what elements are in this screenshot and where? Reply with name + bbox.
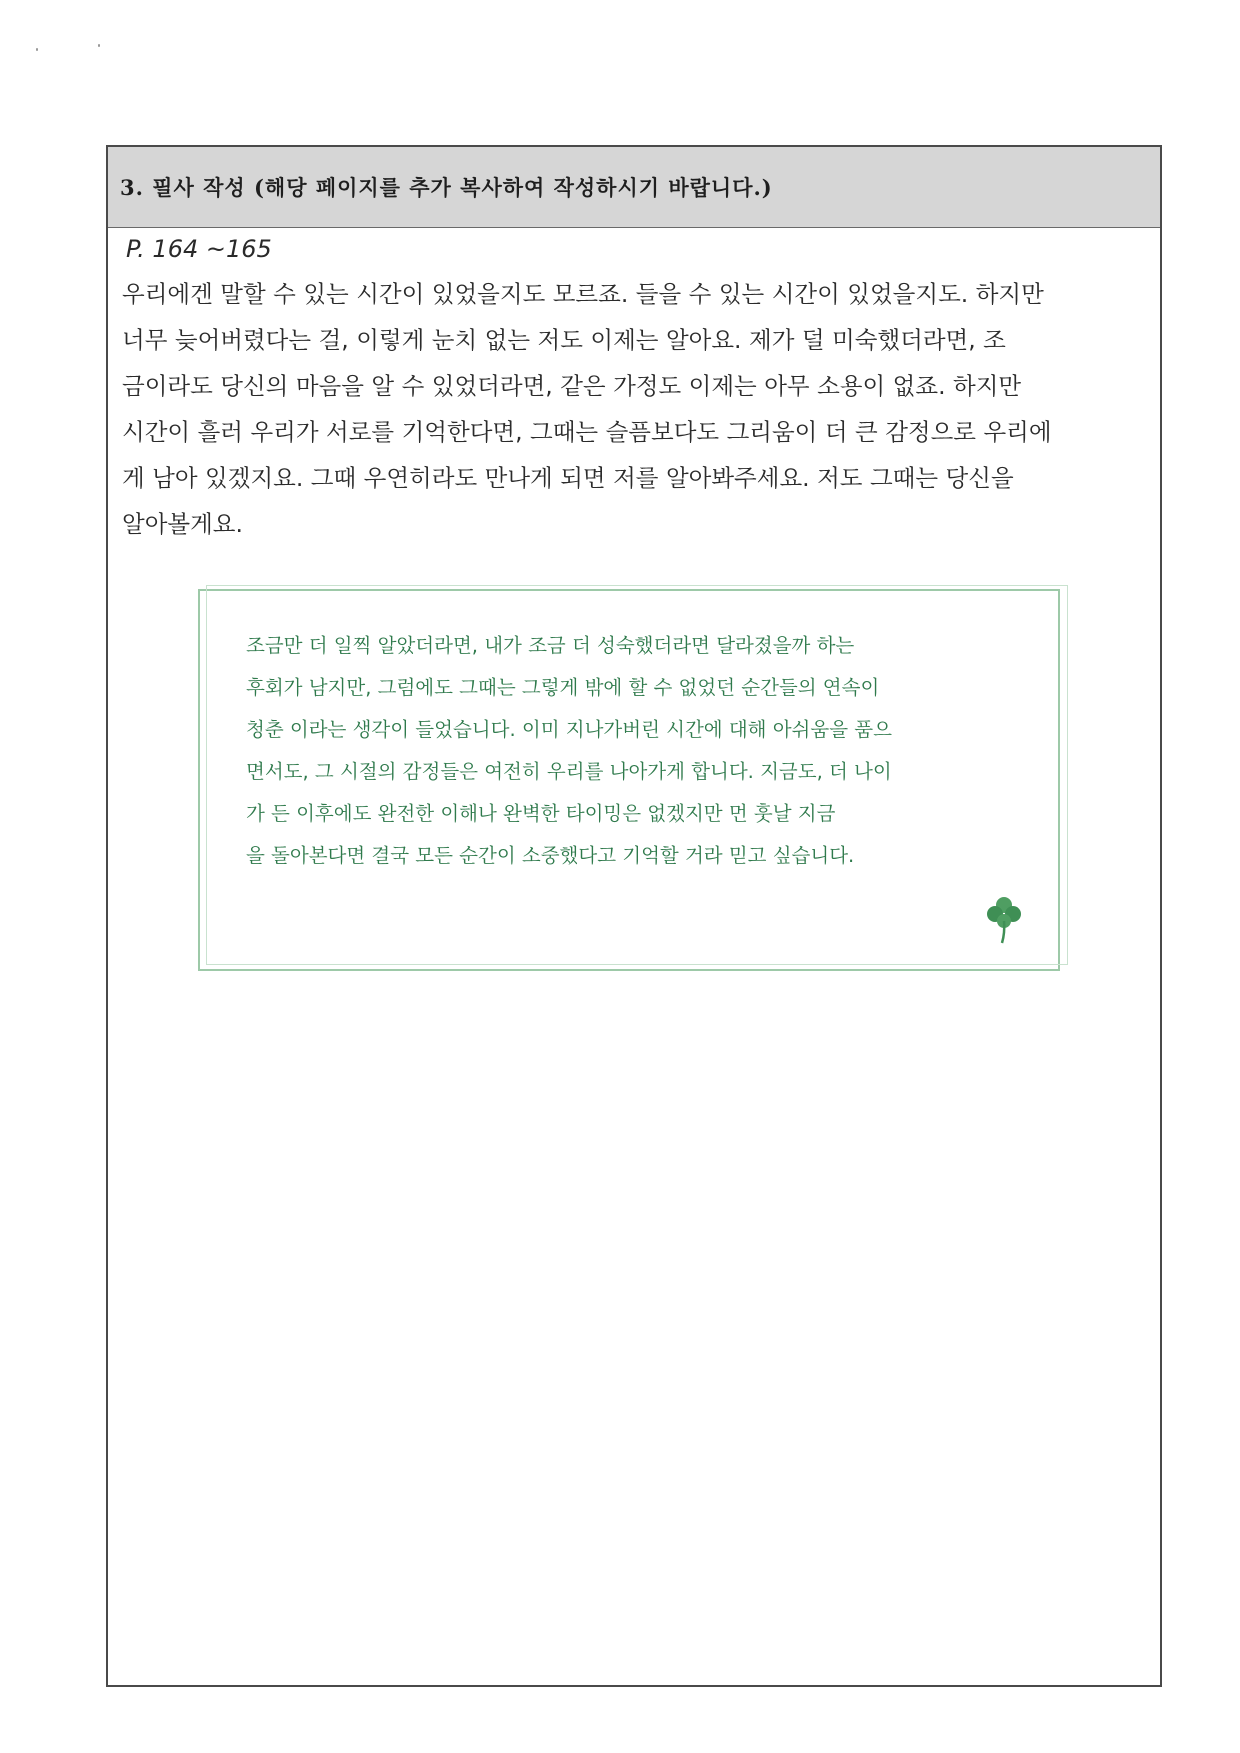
clover-icon xyxy=(984,895,1024,945)
transcription-line: 우리에겐 말할 수 있는 시간이 있었을지도 모르죠. 들을 수 있는 시간이 있었을지도. 하지만 xyxy=(122,280,1044,308)
reflection-note-card xyxy=(198,589,1060,971)
note-line: 후회가 남지만, 그럼에도 그때는 그렇게 밖에 할 수 없었던 순간들의 연속이 xyxy=(246,676,880,699)
transcription-line: 게 남아 있겠지요. 그때 우연히라도 만나게 되면 저를 알아봐주세요. 저도 그때는 당신을 xyxy=(122,464,1014,492)
note-line: 청춘 이라는 생각이 들었습니다. 이미 지나가버린 시간에 대해 아쉬움을 품으 xyxy=(246,718,892,741)
note-line: 가 든 이후에도 완전한 이해나 완벽한 타이밍은 없겠지만 먼 훗날 지금 xyxy=(246,802,836,825)
transcription-line: 너무 늦어버렸다는 걸, 이렇게 눈치 없는 저도 이제는 알아요. 제가 덜 미숙했더라면, 조 xyxy=(122,326,1006,354)
transcription-line: 시간이 흘러 우리가 서로를 기억한다면, 그때는 슬픔보다도 그리움이 더 큰 감정으로 우리에 xyxy=(122,418,1052,446)
note-line: 조금만 더 일찍 알았더라면, 내가 조금 더 성숙했더라면 달라졌을까 하는 xyxy=(246,634,855,657)
scan-marks xyxy=(30,40,130,60)
transcription-form xyxy=(106,145,1162,1687)
page-reference: P. 164 ~165 xyxy=(126,235,272,263)
handwritten-transcription xyxy=(122,271,1142,547)
section-header xyxy=(108,147,1160,228)
note-line: 면서도, 그 시절의 감정들은 여전히 우리를 나아가게 합니다. 지금도, 더 나이 xyxy=(246,760,892,783)
transcription-line: 알아볼게요. xyxy=(122,510,243,538)
reflection-note-text xyxy=(246,625,1026,877)
section-title: 3. 필사 작성 (해당 페이지를 추가 복사하여 작성하시기 바랍니다.) xyxy=(120,175,773,200)
note-line: 을 돌아본다면 결국 모든 순간이 소중했다고 기억할 거라 믿고 싶습니다. xyxy=(246,844,855,867)
transcription-line: 금이라도 당신의 마음을 알 수 있었더라면, 같은 가정도 이제는 아무 소용이 없죠. 하지만 xyxy=(122,372,1022,400)
